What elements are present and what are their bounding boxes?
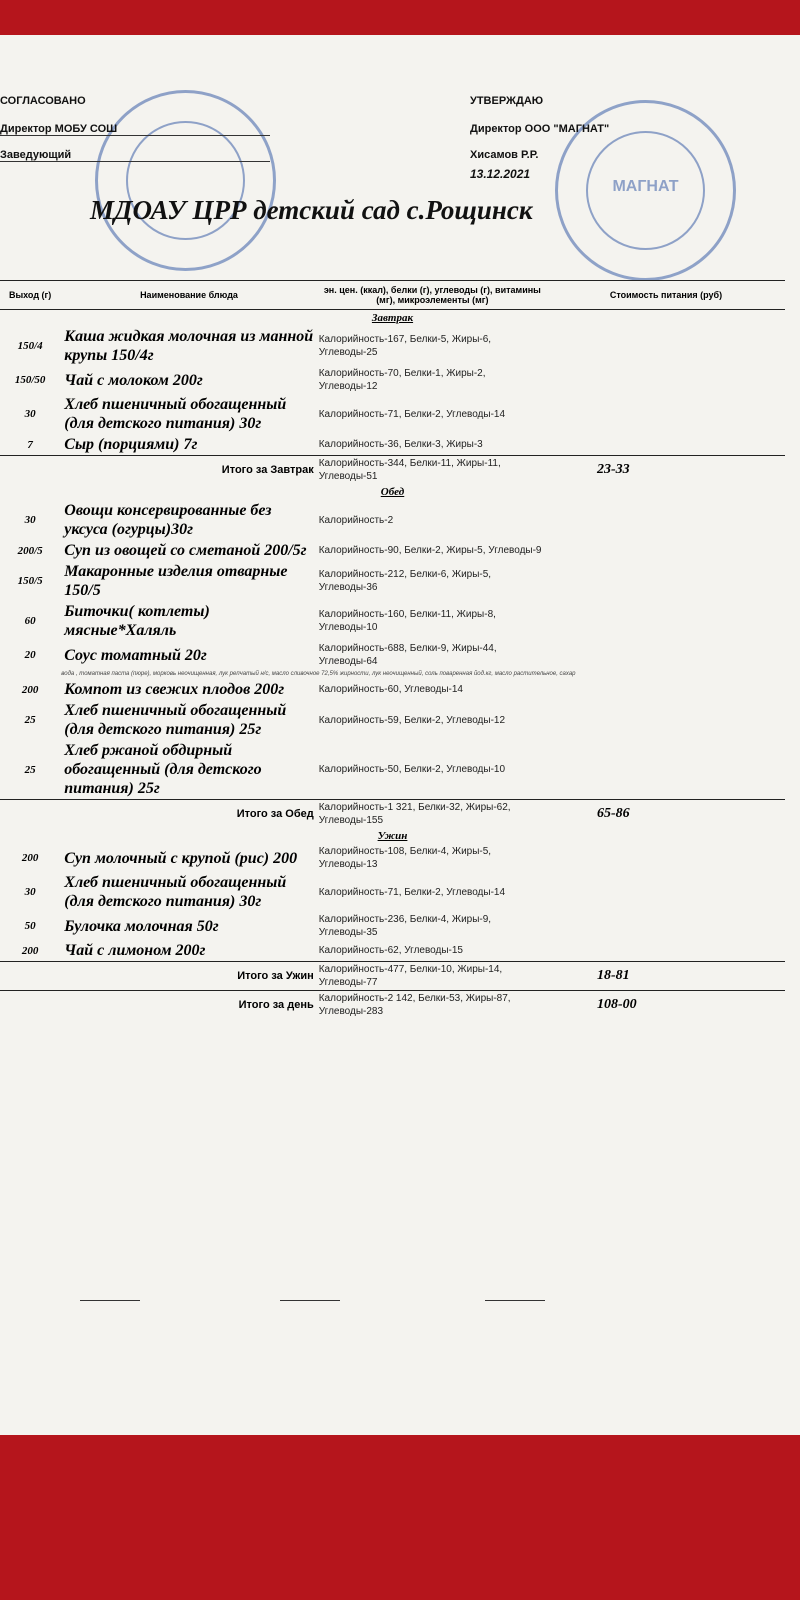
dish-name-text: Чай с лимоном 200г (64, 942, 206, 959)
dish-output: 20 (24, 649, 36, 661)
dish-cost (547, 740, 785, 800)
dish-nutrition: Калорийность-167, Белки-5, Жиры-6, Углеводы-25 (318, 334, 492, 358)
dish-name (60, 601, 317, 641)
table-row (0, 700, 785, 740)
table-row (0, 679, 785, 700)
director-company: Директор ООО "МАГНАТ" (470, 123, 610, 135)
table-row (0, 912, 785, 940)
page-title: МДОАУ ЦРР детский сад с.Рощинск (90, 195, 533, 225)
company-stamp-word: МАГНАТ (612, 178, 679, 195)
section-total-nutrition: Калорийность-344, Белки-11, Жиры-11, Углеводы-51 (318, 456, 547, 485)
dish-cost (547, 679, 785, 700)
table-row (0, 601, 785, 641)
dish-cost (547, 366, 785, 394)
dish-name-text: Булочка молочная 50г (64, 917, 219, 935)
table-row (0, 326, 785, 366)
dish-name-text: Хлеб пшеничный обогащенный (для детского питания) 30г (64, 396, 287, 432)
section-total-row (0, 456, 785, 485)
section-total-nutrition: Калорийность-477, Белки-10, Жиры-14, Углеводы-77 (318, 962, 547, 991)
dish-cost (547, 500, 785, 540)
dish-cost (547, 872, 785, 912)
ingredient-note-row (0, 669, 785, 679)
dish-nutrition: Калорийность-36, Белки-3, Жиры-3 (318, 439, 483, 450)
signature-line (280, 1300, 340, 1301)
dish-nutrition: Калорийность-212, Белки-6, Жиры-5, Углеводы-36 (318, 569, 492, 593)
approve-label: УТВЕРЖДАЮ (470, 95, 544, 107)
table-row (0, 940, 785, 962)
dish-name (60, 641, 317, 669)
col-cost: Стоимость питания (руб) (547, 281, 785, 310)
dish-output: 7 (27, 438, 33, 451)
dish-name (60, 700, 317, 740)
table-row (0, 872, 785, 912)
dish-name (60, 940, 317, 962)
dish-name (60, 912, 317, 940)
table-row (0, 641, 785, 669)
dish-nutrition: Калорийность-108, Белки-4, Жиры-5, Углеводы-13 (318, 846, 492, 870)
dish-cost (547, 394, 785, 434)
dish-name-text: Суп из овощей со сметаной 200/5г (64, 542, 307, 559)
dish-nutrition: Калорийность-236, Белки-4, Жиры-9, Углеводы-35 (318, 914, 492, 938)
menu-sheet (0, 35, 800, 1435)
dish-output: 30 (24, 408, 36, 420)
dish-output: 200 (21, 683, 39, 696)
day-total-row (0, 991, 785, 1020)
dish-cost (547, 940, 785, 962)
dish-name-text: Хлеб пшеничный обогащенный (для детского питания) 30г (64, 874, 287, 910)
dish-name (60, 394, 317, 434)
section-total-row (0, 800, 785, 829)
section-heading (0, 484, 785, 500)
day-total-nutrition: Калорийность-2 142, Белки-53, Жиры-87, Углеводы-283 (318, 991, 547, 1020)
dish-output: 50 (24, 920, 36, 932)
section-total-label: Итого за Обед (0, 800, 318, 829)
table-row (0, 844, 785, 872)
dish-name (60, 540, 317, 561)
table-row (0, 366, 785, 394)
dish-nutrition: Калорийность-60, Углеводы-14 (318, 684, 463, 695)
day-total-label: Итого за день (0, 991, 318, 1020)
dish-output: 200 (21, 944, 39, 957)
dish-name (60, 326, 317, 366)
dish-name-text: Компот из свежих плодов 200г (64, 681, 285, 698)
dish-name-text: Чай с молоком 200г (64, 371, 203, 389)
table-row (0, 500, 785, 540)
dish-name-text: Сыр (порциями) 7г (64, 436, 198, 453)
dish-name (60, 844, 317, 872)
dish-output: 60 (24, 615, 36, 627)
dish-output: 200 (21, 852, 39, 864)
dish-nutrition: Калорийность-71, Белки-2, Углеводы-14 (318, 886, 506, 898)
dish-cost (547, 326, 785, 366)
dish-nutrition: Калорийность-71, Белки-2, Углеводы-14 (318, 408, 506, 420)
dish-output: 25 (24, 714, 36, 726)
col-nutrition: эн. цен. (ккал), белки (г), углеводы (г), витамины (мг), микроэлементы (мг) (318, 281, 547, 310)
dish-cost (547, 641, 785, 669)
dish-nutrition: Калорийность-90, Белки-2, Жиры-5, Углеводы-9 (318, 545, 542, 556)
dish-output: 150/50 (14, 374, 46, 386)
section-total-label: Итого за Ужин (0, 962, 318, 991)
dish-nutrition: Калорийность-2 (318, 514, 394, 526)
section-total-cost: 18-81 (547, 962, 785, 991)
dish-cost (547, 434, 785, 456)
dish-cost (547, 700, 785, 740)
col-output: Выход (г) (0, 281, 60, 310)
dish-name-text: Овощи консервированные без уксуса (огурцы)30г (64, 502, 272, 538)
dish-name (60, 679, 317, 700)
dish-output: 30 (24, 514, 36, 526)
dish-name (60, 740, 317, 800)
section-title: Завтрак (371, 312, 414, 324)
dish-nutrition: Калорийность-62, Углеводы-15 (318, 945, 463, 956)
table-row (0, 740, 785, 800)
dish-output: 200/5 (17, 544, 43, 557)
director-school: Директор МОБУ СОШ (0, 123, 270, 136)
dish-nutrition: Калорийность-160, Белки-11, Жиры-8, Углеводы-10 (318, 609, 496, 633)
dish-name-text: Биточки( котлеты) мясные*Халяль (64, 603, 210, 639)
signature-line (485, 1300, 545, 1301)
dish-cost (547, 601, 785, 641)
ingredient-note: вода , томатная паста (пюре), морковь неочищенная, лук репчатый н/с, масло сливочное 72,5% жирности, лук неочищенный, соль поваренная йод.кг, масло растительное, сахар (61, 671, 576, 677)
dish-name-text: Хлеб ржаной обдирный обогащенный (для детского питания) 25г (64, 742, 262, 797)
dish-name (60, 561, 317, 601)
table-row (0, 540, 785, 561)
dish-name (60, 434, 317, 456)
dish-cost (547, 844, 785, 872)
dish-name-text: Хлеб пшеничный обогащенный (для детского питания) 25г (64, 702, 287, 738)
dish-name-text: Суп молочный с крупой (рис) 200 (64, 849, 298, 867)
agreed-label: СОГЛАСОВАНО (0, 95, 86, 107)
dish-nutrition: Калорийность-688, Белки-9, Жиры-44, Углеводы-64 (318, 643, 497, 667)
dish-output: 150/5 (17, 575, 43, 587)
section-total-row (0, 962, 785, 991)
section-title: Ужин (377, 830, 408, 842)
section-total-label: Итого за Завтрак (0, 456, 318, 485)
dish-nutrition: Калорийность-70, Белки-1, Жиры-2, Углеводы-12 (318, 368, 486, 392)
col-name: Наименование блюда (60, 281, 317, 310)
signature-line (80, 1300, 140, 1301)
head-label: Заведующий (0, 149, 270, 162)
table-header (0, 281, 785, 310)
empty-cell (0, 669, 60, 679)
dish-name-text: Соус томатный 20г (64, 646, 207, 664)
dish-name (60, 500, 317, 540)
section-total-cost: 65-86 (547, 800, 785, 829)
dish-name-text: Макаронные изделия отварные 150/5 (64, 563, 288, 599)
signer-name: Хисамов Р.Р. (470, 149, 539, 161)
day-total-cost: 108-00 (547, 991, 785, 1020)
table-row (0, 394, 785, 434)
dish-nutrition: Калорийность-59, Белки-2, Углеводы-12 (318, 714, 506, 726)
table-row (0, 434, 785, 456)
dish-name-text: Каша жидкая молочная из манной крупы 150/4г (64, 328, 314, 364)
dish-nutrition: Калорийность-50, Белки-2, Углеводы-10 (318, 764, 506, 775)
section-total-cost: 23-33 (547, 456, 785, 485)
dish-name (60, 872, 317, 912)
dish-output: 25 (24, 763, 36, 776)
dish-cost (547, 540, 785, 561)
section-title: Обед (380, 486, 405, 498)
table-row (0, 561, 785, 601)
dish-cost (547, 912, 785, 940)
section-heading (0, 310, 785, 327)
section-total-nutrition: Калорийность-1 321, Белки-32, Жиры-62, Углеводы-155 (318, 800, 547, 829)
approval-date: 13.12.2021 (470, 167, 531, 181)
dish-output: 30 (24, 886, 36, 898)
dish-cost (547, 561, 785, 601)
dish-name (60, 366, 317, 394)
dish-output: 150/4 (17, 340, 43, 352)
section-heading (0, 828, 785, 844)
menu-table (0, 280, 785, 1019)
kindergarten-stamp (95, 90, 276, 271)
